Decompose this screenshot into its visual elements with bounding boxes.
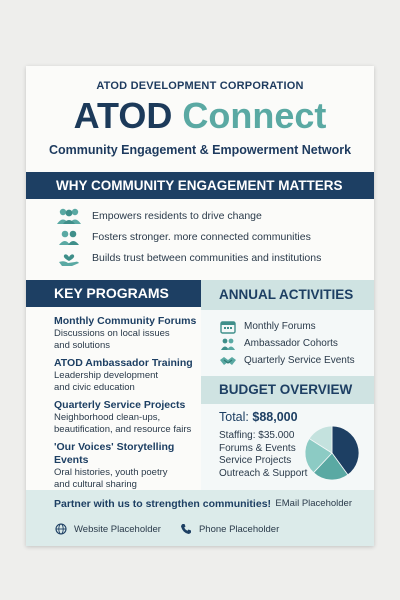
email-placeholder[interactable]: EMail Placeholder [275,498,352,509]
budget-total-value: $88,000 [252,410,298,424]
program-desc: Neighborhood clean-ups, [54,412,161,423]
heart-hand-icon [54,249,84,267]
phone-icon [179,522,193,536]
why-item [54,205,354,226]
website-contact[interactable] [54,522,161,536]
title-part-2: Connect [182,95,327,136]
budget-line: Outreach & Support [219,467,308,479]
program-item [54,357,201,393]
phone-contact[interactable] [179,522,279,536]
key-programs-heading: KEY PROGRAMS [26,280,201,307]
activity-item [219,335,374,352]
budget-line: Service Projects [219,455,292,466]
people-icon [219,337,237,351]
why-item [54,226,354,247]
program-name: ATOD Ambassador Training [54,357,193,369]
key-programs-section [26,280,201,490]
annual-activities-heading: ANNUAL ACTIVITIES [201,280,374,310]
activity-text: Quarterly Service Events [244,355,355,366]
why-item-text: Builds trust between communities and institutions [92,251,322,264]
contact-row [54,522,354,536]
program-name: Quarterly Service Projects [54,399,186,411]
budget-total-label: Total: [219,410,249,424]
why-item-text: Fosters stronger. more connected communities [92,230,311,243]
program-name: Monthly Community Forums [54,315,197,327]
activity-text: Ambassador Cohorts [244,338,338,349]
activity-text: Monthly Forums [244,321,316,332]
why-item [54,247,354,268]
calendar-icon [219,320,237,334]
activities-list [201,310,374,376]
footer [26,490,374,546]
title-part-1: ATOD [73,95,173,136]
budget-total [219,410,298,424]
budget-line: Forums & Events [219,442,296,454]
handshake-icon [219,354,237,368]
program-item [54,399,201,435]
partner-cta: Partner with us to strengthen communities! [54,498,272,510]
subtitle: Community Engagement & Empowerment Network [48,143,352,157]
budget-lines [219,430,307,480]
program-desc: Oral histories, youth poetry [54,467,168,478]
program-desc: Leadership development [54,370,159,381]
globe-icon [54,522,68,536]
program-desc: Discussions on local issues [54,328,170,339]
phone-text: Phone Placeholder [198,523,280,535]
right-column [201,280,374,490]
program-desc: and civic education [54,381,135,393]
budget-heading: BUDGET OVERVIEW [201,376,374,404]
program-desc: beautification, and resource fairs [54,423,192,435]
program-item [54,315,201,351]
program-item [54,441,201,490]
program-name: 'Our Voices' Storytelling Events [54,441,175,466]
activity-item [219,318,374,335]
budget-line: Staffing: $35.000 [219,430,295,441]
page-title [26,96,374,136]
why-item-text: Empowers residents to drive change [92,209,262,222]
programs-list [26,307,201,490]
budget-body [201,404,374,490]
why-heading: WHY COMMUNITY ENGAGEMENT MATTERS [26,172,374,199]
community-icon [54,228,84,246]
flyer [26,66,374,546]
activity-item [219,352,374,369]
people-group-icon [54,207,84,225]
budget-pie-chart [303,424,361,482]
program-desc: and solutions [54,339,110,351]
website-text: Website Placeholder [74,523,161,535]
program-desc: and cultural sharing [54,478,137,490]
org-name: ATOD DEVELOPMENT CORPORATION [96,80,304,92]
why-list [54,205,354,268]
